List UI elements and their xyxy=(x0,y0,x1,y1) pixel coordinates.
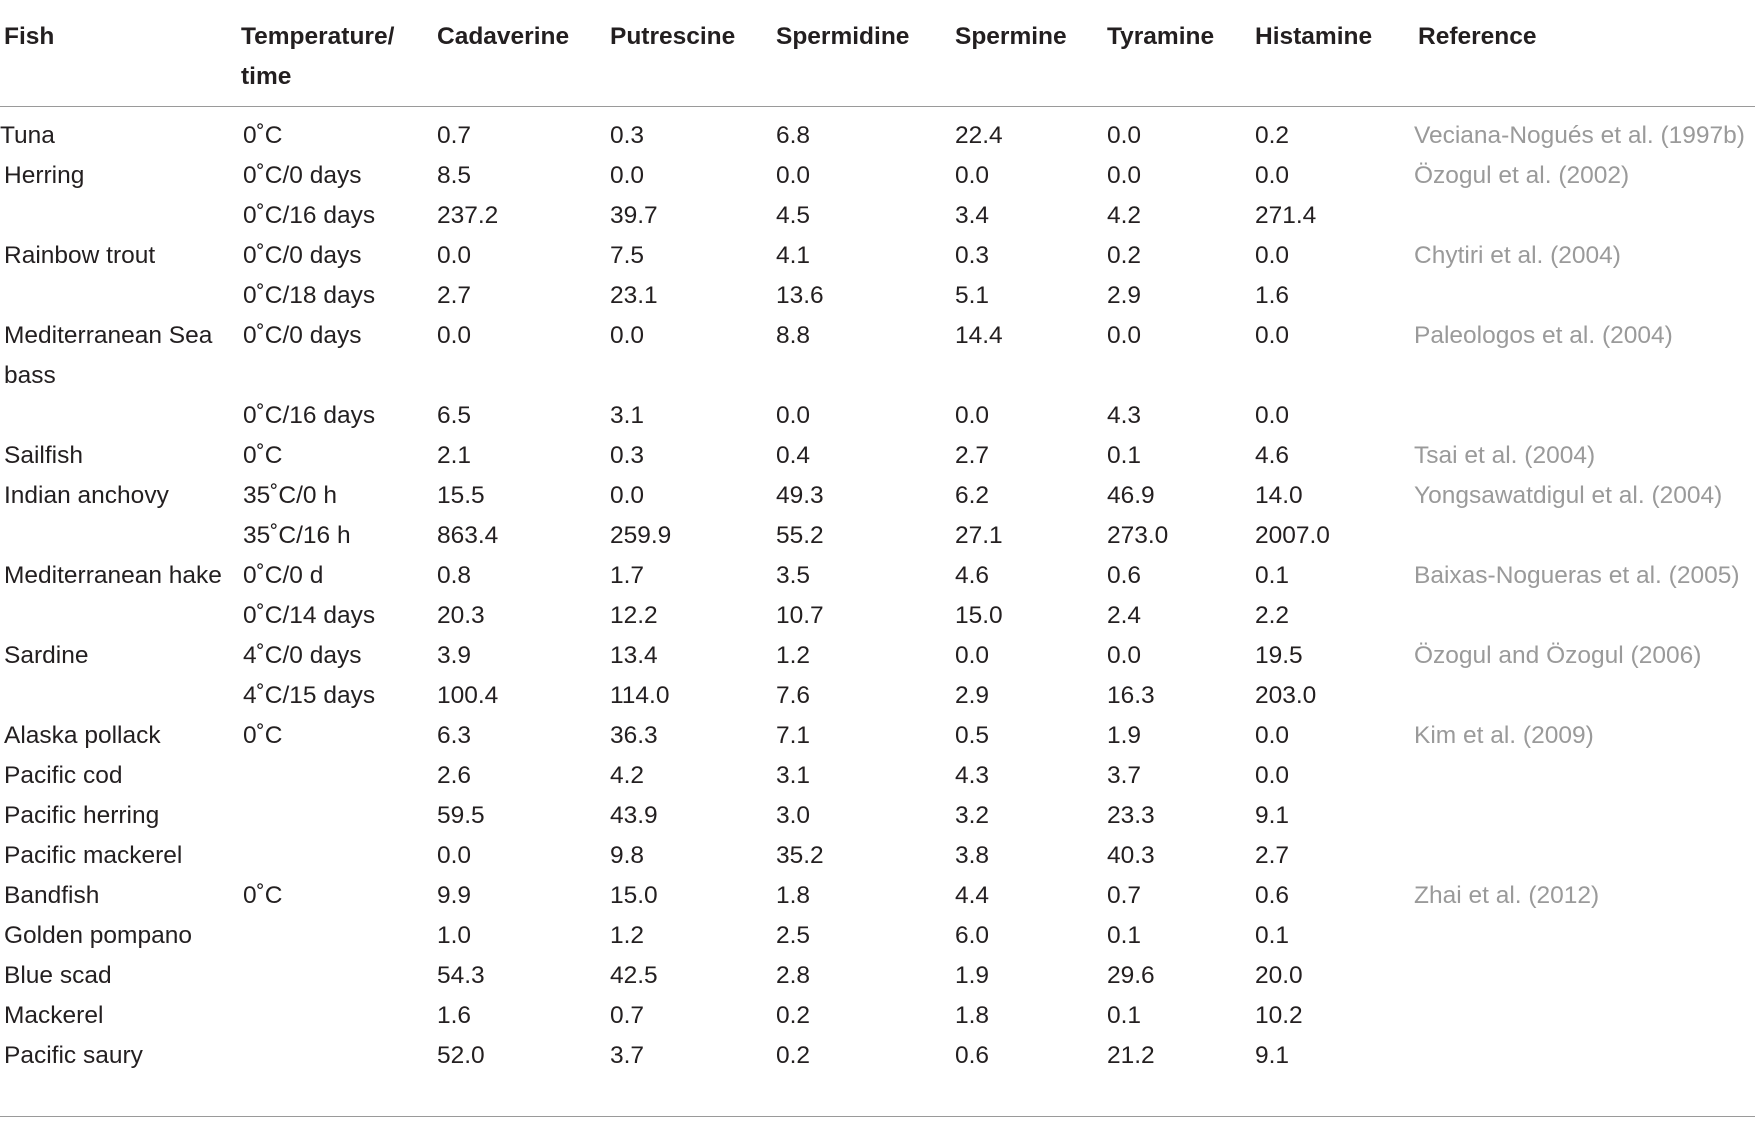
cell-spermidine: 7.6 xyxy=(776,682,811,709)
cell-cadaverine: 863.4 xyxy=(437,522,499,549)
cell-spermidine: 4.5 xyxy=(776,202,811,229)
cell-temp: 0˚C/16 days xyxy=(243,202,376,229)
cell-histamine: 2.7 xyxy=(1255,842,1290,869)
table-row xyxy=(0,107,1755,157)
cell-putrescine: 0.3 xyxy=(610,442,645,469)
cell-reference xyxy=(1414,956,1755,996)
cell-fish xyxy=(0,276,237,316)
cell-reference xyxy=(1414,796,1755,836)
header-tyramine: Tyramine xyxy=(1103,0,1251,107)
cell-fish: Bandfish xyxy=(4,882,100,909)
cell-histamine: 9.1 xyxy=(1255,802,1290,829)
cell-tyramine: 0.0 xyxy=(1107,642,1142,669)
cell-tyramine: 0.7 xyxy=(1107,882,1142,909)
cell-cadaverine: 3.9 xyxy=(437,642,472,669)
cell-tyramine: 0.1 xyxy=(1107,922,1142,949)
table-row xyxy=(0,476,1755,516)
cell-spermine: 27.1 xyxy=(955,522,1003,549)
table-bottom-rule xyxy=(0,1116,1755,1117)
table-row xyxy=(0,436,1755,476)
cell-temp: 0˚C/0 d xyxy=(243,562,324,589)
cell-tyramine: 0.0 xyxy=(1107,322,1142,349)
cell-cadaverine: 0.8 xyxy=(437,562,472,589)
cell-putrescine: 259.9 xyxy=(610,522,672,549)
cell-putrescine: 4.2 xyxy=(610,762,645,789)
cell-fish xyxy=(0,396,237,436)
cell-spermine: 4.3 xyxy=(955,762,990,789)
cell-cadaverine: 2.7 xyxy=(437,282,472,309)
cell-fish xyxy=(0,516,237,556)
cell-cadaverine: 15.5 xyxy=(437,482,485,509)
cell-cadaverine: 0.7 xyxy=(437,122,472,149)
cell-putrescine: 114.0 xyxy=(610,682,670,709)
cell-spermine: 1.9 xyxy=(955,962,990,989)
table-row xyxy=(0,276,1755,316)
cell-temp: 0˚C xyxy=(243,722,283,749)
cell-putrescine: 1.7 xyxy=(610,562,645,589)
table-body xyxy=(0,107,1755,1077)
cell-spermine: 3.8 xyxy=(955,842,990,869)
cell-histamine: 271.4 xyxy=(1255,202,1317,229)
cell-fish xyxy=(0,196,237,236)
cell-tyramine: 4.3 xyxy=(1107,402,1142,429)
cell-spermine: 6.0 xyxy=(955,922,990,949)
cell-tyramine: 0.1 xyxy=(1107,1002,1142,1029)
cell-reference: Baixas-Nogueras et al. (2005) xyxy=(1414,562,1740,589)
cell-spermine: 14.4 xyxy=(955,322,1003,349)
cell-putrescine: 0.0 xyxy=(610,482,645,509)
cell-reference xyxy=(1414,196,1755,236)
cell-temp: 0˚C/18 days xyxy=(243,282,376,309)
cell-cadaverine: 9.9 xyxy=(437,882,472,909)
cell-reference: Veciana-Nogués et al. (1997b) xyxy=(1414,122,1745,149)
cell-spermine: 0.0 xyxy=(955,642,990,669)
cell-spermidine: 3.5 xyxy=(776,562,811,589)
cell-fish: Pacific herring xyxy=(4,802,160,829)
cell-reference: Özogul and Özogul (2006) xyxy=(1414,642,1702,669)
cell-fish: Tuna xyxy=(0,122,55,149)
cell-putrescine: 13.4 xyxy=(610,642,658,669)
cell-putrescine: 15.0 xyxy=(610,882,658,909)
cell-spermidine: 6.8 xyxy=(776,122,811,149)
cell-fish: Sailfish xyxy=(4,442,83,469)
table-row xyxy=(0,716,1755,756)
cell-putrescine: 0.7 xyxy=(610,1002,645,1029)
cell-histamine: 1.6 xyxy=(1255,282,1290,309)
cell-putrescine: 12.2 xyxy=(610,602,658,629)
table-row xyxy=(0,636,1755,676)
header-fish: Fish xyxy=(0,0,237,107)
header-reference: Reference xyxy=(1414,0,1755,107)
cell-cadaverine: 2.6 xyxy=(437,762,472,789)
cell-tyramine: 0.0 xyxy=(1107,122,1142,149)
table-row xyxy=(0,876,1755,916)
cell-temp: 0˚C/0 days xyxy=(243,162,362,189)
cell-reference xyxy=(1414,1036,1755,1076)
cell-spermidine: 4.1 xyxy=(776,242,811,269)
cell-tyramine: 46.9 xyxy=(1107,482,1155,509)
table-row xyxy=(0,596,1755,636)
cell-fish: Mediterranean Sea bass xyxy=(4,322,213,389)
cell-spermidine: 7.1 xyxy=(776,722,811,749)
cell-spermine: 2.9 xyxy=(955,682,990,709)
cell-reference xyxy=(1414,676,1755,716)
cell-temp: 0˚C/14 days xyxy=(243,602,376,629)
cell-spermidine: 2.5 xyxy=(776,922,811,949)
cell-spermine: 3.4 xyxy=(955,202,990,229)
cell-spermine: 22.4 xyxy=(955,122,1003,149)
cell-spermidine: 0.4 xyxy=(776,442,811,469)
cell-cadaverine: 0.0 xyxy=(437,322,472,349)
table-row xyxy=(0,916,1755,956)
header-spermine: Spermine xyxy=(951,0,1103,107)
cell-cadaverine: 6.3 xyxy=(437,722,472,749)
table-row xyxy=(0,516,1755,556)
cell-temp: 0˚C/0 days xyxy=(243,322,362,349)
cell-histamine: 0.0 xyxy=(1255,722,1290,749)
cell-spermidine: 35.2 xyxy=(776,842,824,869)
cell-tyramine: 21.2 xyxy=(1107,1042,1155,1069)
cell-cadaverine: 54.3 xyxy=(437,962,485,989)
cell-spermidine: 0.0 xyxy=(776,162,811,189)
cell-fish: Mackerel xyxy=(4,1002,104,1029)
cell-spermidine: 1.8 xyxy=(776,882,811,909)
cell-spermidine: 3.0 xyxy=(776,802,811,829)
table-row xyxy=(0,236,1755,276)
cell-reference xyxy=(1414,836,1755,876)
cell-spermidine: 0.0 xyxy=(776,402,811,429)
cell-histamine: 4.6 xyxy=(1255,442,1290,469)
cell-cadaverine: 2.1 xyxy=(437,442,472,469)
cell-temp: 0˚C xyxy=(243,122,283,149)
cell-fish: Rainbow trout xyxy=(4,242,156,269)
cell-putrescine: 3.1 xyxy=(610,402,645,429)
cell-spermine: 6.2 xyxy=(955,482,990,509)
table-row xyxy=(0,1036,1755,1076)
cell-spermine: 0.0 xyxy=(955,402,990,429)
cell-histamine: 14.0 xyxy=(1255,482,1303,509)
cell-spermidine: 8.8 xyxy=(776,322,811,349)
cell-reference xyxy=(1414,396,1755,436)
cell-putrescine: 7.5 xyxy=(610,242,645,269)
cell-spermidine: 55.2 xyxy=(776,522,824,549)
cell-reference: Tsai et al. (2004) xyxy=(1414,442,1596,469)
cell-spermidine: 0.2 xyxy=(776,1042,811,1069)
cell-tyramine: 2.4 xyxy=(1107,602,1142,629)
cell-cadaverine: 59.5 xyxy=(437,802,485,829)
cell-tyramine: 40.3 xyxy=(1107,842,1155,869)
cell-fish: Indian anchovy xyxy=(4,482,169,509)
header-cadaverine: Cadaverine xyxy=(433,0,606,107)
cell-fish xyxy=(0,596,237,636)
table-row xyxy=(0,676,1755,716)
cell-reference: Chytiri et al. (2004) xyxy=(1414,242,1621,269)
cell-fish: Alaska pollack xyxy=(4,722,161,749)
cell-fish: Golden pompano xyxy=(4,922,192,949)
cell-putrescine: 1.2 xyxy=(610,922,645,949)
cell-histamine: 0.0 xyxy=(1255,402,1290,429)
cell-putrescine: 3.7 xyxy=(610,1042,645,1069)
cell-temp: 0˚C/0 days xyxy=(243,242,362,269)
cell-spermine: 0.5 xyxy=(955,722,990,749)
cell-spermine: 4.4 xyxy=(955,882,990,909)
cell-spermidine: 2.8 xyxy=(776,962,811,989)
cell-spermine: 2.7 xyxy=(955,442,990,469)
cell-cadaverine: 0.0 xyxy=(437,842,472,869)
cell-histamine: 0.0 xyxy=(1255,162,1290,189)
table-row xyxy=(0,956,1755,996)
cell-temp xyxy=(237,1036,433,1076)
cell-putrescine: 0.3 xyxy=(610,122,645,149)
cell-cadaverine: 8.5 xyxy=(437,162,472,189)
table-row xyxy=(0,196,1755,236)
cell-reference: Kim et al. (2009) xyxy=(1414,722,1594,749)
cell-spermine: 0.6 xyxy=(955,1042,990,1069)
cell-cadaverine: 1.0 xyxy=(437,922,472,949)
cell-cadaverine: 20.3 xyxy=(437,602,485,629)
table-row xyxy=(0,396,1755,436)
table-header xyxy=(0,0,1755,107)
cell-fish: Mediterranean hake xyxy=(4,562,222,589)
cell-tyramine: 0.2 xyxy=(1107,242,1142,269)
table-row xyxy=(0,796,1755,836)
header-putrescine: Putrescine xyxy=(606,0,772,107)
cell-tyramine: 2.9 xyxy=(1107,282,1142,309)
cell-spermine: 3.2 xyxy=(955,802,990,829)
cell-temp: 35˚C/0 h xyxy=(243,482,337,509)
cell-tyramine: 3.7 xyxy=(1107,762,1142,789)
cell-histamine: 9.1 xyxy=(1255,1042,1290,1069)
cell-histamine: 203.0 xyxy=(1255,682,1317,709)
cell-reference: Paleologos et al. (2004) xyxy=(1414,322,1673,349)
cell-cadaverine: 52.0 xyxy=(437,1042,485,1069)
cell-histamine: 0.1 xyxy=(1255,922,1290,949)
cell-tyramine: 273.0 xyxy=(1107,522,1169,549)
cell-reference: Özogul et al. (2002) xyxy=(1414,162,1630,189)
cell-temp xyxy=(237,756,433,796)
cell-spermine: 15.0 xyxy=(955,602,1003,629)
cell-fish xyxy=(0,676,237,716)
cell-tyramine: 29.6 xyxy=(1107,962,1155,989)
cell-histamine: 0.0 xyxy=(1255,762,1290,789)
cell-histamine: 2.2 xyxy=(1255,602,1290,629)
cell-cadaverine: 0.0 xyxy=(437,242,472,269)
cell-tyramine: 0.0 xyxy=(1107,162,1142,189)
cell-histamine: 0.2 xyxy=(1255,122,1290,149)
cell-histamine: 10.2 xyxy=(1255,1002,1303,1029)
table-row xyxy=(0,556,1755,596)
cell-temp: 0˚C xyxy=(243,442,283,469)
cell-histamine: 20.0 xyxy=(1255,962,1303,989)
cell-spermine: 0.0 xyxy=(955,162,990,189)
header-temperature-line1: Temperature/ xyxy=(241,23,395,50)
cell-fish: Pacific cod xyxy=(4,762,123,789)
table-row xyxy=(0,756,1755,796)
cell-reference xyxy=(1414,756,1755,796)
cell-tyramine: 4.2 xyxy=(1107,202,1142,229)
table-row xyxy=(0,836,1755,876)
cell-reference xyxy=(1414,596,1755,636)
cell-tyramine: 16.3 xyxy=(1107,682,1155,709)
cell-spermidine: 49.3 xyxy=(776,482,824,509)
header-spermidine: Spermidine xyxy=(772,0,951,107)
cell-tyramine: 23.3 xyxy=(1107,802,1155,829)
cell-histamine: 0.1 xyxy=(1255,562,1290,589)
cell-spermidine: 3.1 xyxy=(776,762,811,789)
cell-putrescine: 36.3 xyxy=(610,722,658,749)
cell-cadaverine: 237.2 xyxy=(437,202,499,229)
cell-cadaverine: 1.6 xyxy=(437,1002,472,1029)
cell-temp xyxy=(237,796,433,836)
cell-histamine: 0.6 xyxy=(1255,882,1290,909)
cell-temp xyxy=(237,996,433,1036)
table-row xyxy=(0,996,1755,1036)
cell-temp xyxy=(237,836,433,876)
cell-histamine: 2007.0 xyxy=(1255,522,1330,549)
cell-spermidine: 13.6 xyxy=(776,282,824,309)
cell-putrescine: 9.8 xyxy=(610,842,645,869)
cell-fish: Pacific mackerel xyxy=(4,842,183,869)
cell-tyramine: 0.6 xyxy=(1107,562,1142,589)
table-row xyxy=(0,316,1755,396)
cell-tyramine: 0.1 xyxy=(1107,442,1142,469)
header-histamine: Histamine xyxy=(1251,0,1414,107)
header-row xyxy=(0,0,1755,107)
cell-reference xyxy=(1414,276,1755,316)
cell-temp: 0˚C xyxy=(243,882,283,909)
cell-putrescine: 42.5 xyxy=(610,962,658,989)
cell-temp xyxy=(237,956,433,996)
cell-putrescine: 43.9 xyxy=(610,802,658,829)
cell-spermine: 4.6 xyxy=(955,562,990,589)
cell-temp: 4˚C/0 days xyxy=(243,642,362,669)
cell-putrescine: 0.0 xyxy=(610,322,645,349)
cell-temp: 35˚C/16 h xyxy=(243,522,351,549)
cell-putrescine: 39.7 xyxy=(610,202,658,229)
cell-temp xyxy=(237,916,433,956)
cell-putrescine: 23.1 xyxy=(610,282,658,309)
cell-spermidine: 0.2 xyxy=(776,1002,811,1029)
cell-reference: Zhai et al. (2012) xyxy=(1414,882,1600,909)
cell-temp: 4˚C/15 days xyxy=(243,682,376,709)
cell-reference: Yongsawatdigul et al. (2004) xyxy=(1414,482,1723,509)
cell-reference xyxy=(1414,516,1755,556)
cell-cadaverine: 100.4 xyxy=(437,682,499,709)
cell-histamine: 0.0 xyxy=(1255,242,1290,269)
cell-reference xyxy=(1414,916,1755,956)
cell-cadaverine: 6.5 xyxy=(437,402,472,429)
cell-fish: Herring xyxy=(4,162,85,189)
cell-fish: Sardine xyxy=(4,642,89,669)
table-row xyxy=(0,156,1755,196)
cell-spermine: 1.8 xyxy=(955,1002,990,1029)
cell-putrescine: 0.0 xyxy=(610,162,645,189)
header-temperature-line2: time xyxy=(241,63,292,90)
cell-fish: Blue scad xyxy=(4,962,112,989)
header-temperature-time xyxy=(237,0,433,107)
cell-tyramine: 1.9 xyxy=(1107,722,1142,749)
cell-spermidine: 10.7 xyxy=(776,602,824,629)
cell-histamine: 0.0 xyxy=(1255,322,1290,349)
cell-spermine: 0.3 xyxy=(955,242,990,269)
cell-spermine: 5.1 xyxy=(955,282,990,309)
cell-spermidine: 1.2 xyxy=(776,642,811,669)
cell-reference xyxy=(1414,996,1755,1036)
cell-temp: 0˚C/16 days xyxy=(243,402,376,429)
cell-fish: Pacific saury xyxy=(4,1042,143,1069)
cell-histamine: 19.5 xyxy=(1255,642,1303,669)
